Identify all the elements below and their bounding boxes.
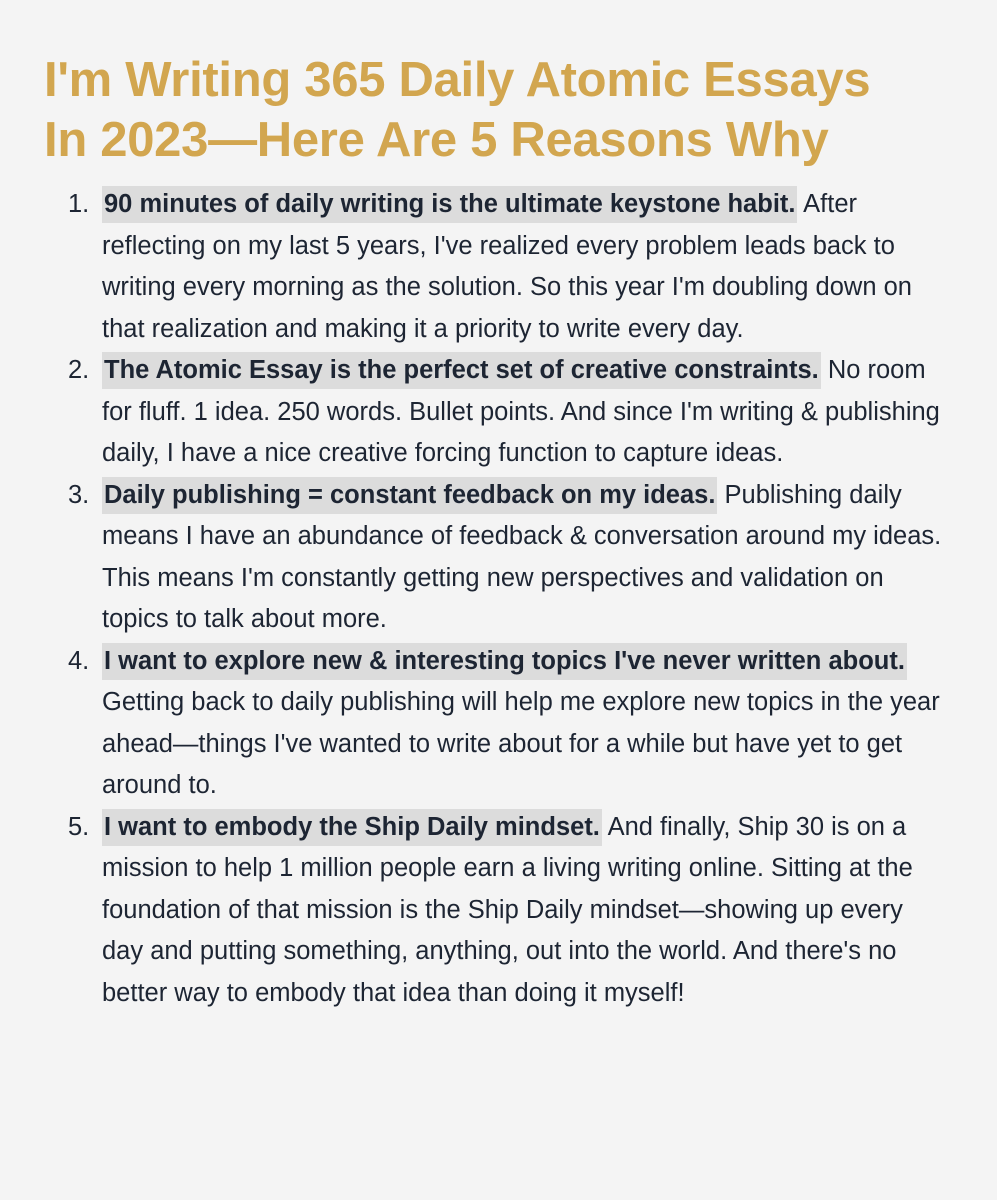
reason-body: And finally, Ship 30 is on a mission to help 1 million people earn a living writing online. Sitting at the foundation of that mission is the Ship Daily mindset—showing up every day and putting something, anything, out into the world. And there's no better way to embody that idea than doing it myself! (102, 812, 913, 1007)
reason-body: After reflecting on my last 5 years, I've realized every problem leads back to writing every morning as the solution. So this year I'm doubling down on that realization and making it a priority to write every day. (102, 190, 912, 343)
reason-number: 4. (68, 646, 90, 675)
reason-text (102, 807, 950, 1015)
reason-item-3 (50, 475, 950, 641)
reason-item-2 (50, 350, 950, 475)
reason-body: Getting back to daily publishing will help me explore new topics in the year ahead—things I've wanted to write about for a while but have yet to get around to. (102, 688, 940, 799)
title-line-2: In 2023—Here Are 5 Reasons Why (44, 113, 829, 167)
reason-text (102, 641, 950, 807)
title-line-1: I'm Writing 365 Daily Atomic Essays (44, 53, 871, 107)
reason-number: 2. (68, 356, 90, 384)
reason-heading: I want to explore new & interesting topics I've never written about. (102, 643, 907, 680)
reason-body: Publishing daily means I have an abundance of feedback & conversation around my ideas. This means I'm constantly getting new perspectives and validation on topics to talk about more. (102, 480, 942, 633)
reason-text (102, 184, 950, 350)
reason-text (102, 475, 950, 641)
reason-item-5 (50, 807, 950, 1015)
reason-item-4 (50, 641, 950, 807)
reason-heading: Daily publishing = constant feedback on my ideas. (102, 477, 717, 514)
reason-body: No room for fluff. 1 idea. 250 words. Bullet points. And since I'm writing & publishing daily, I have a nice creative forcing function to capture ideas. (102, 356, 940, 467)
reason-number: 3. (68, 480, 90, 509)
reason-heading: I want to embody the Ship Daily mindset. (102, 809, 602, 846)
reason-item-1 (50, 184, 950, 350)
reasons-list (50, 184, 950, 1014)
reason-text (102, 350, 950, 475)
reason-heading: 90 minutes of daily writing is the ultimate keystone habit. (102, 186, 797, 223)
reason-number: 5. (68, 812, 90, 841)
page-title (44, 50, 974, 170)
reason-heading: The Atomic Essay is the perfect set of creative constraints. (102, 352, 821, 389)
reason-number: 1. (68, 190, 90, 218)
